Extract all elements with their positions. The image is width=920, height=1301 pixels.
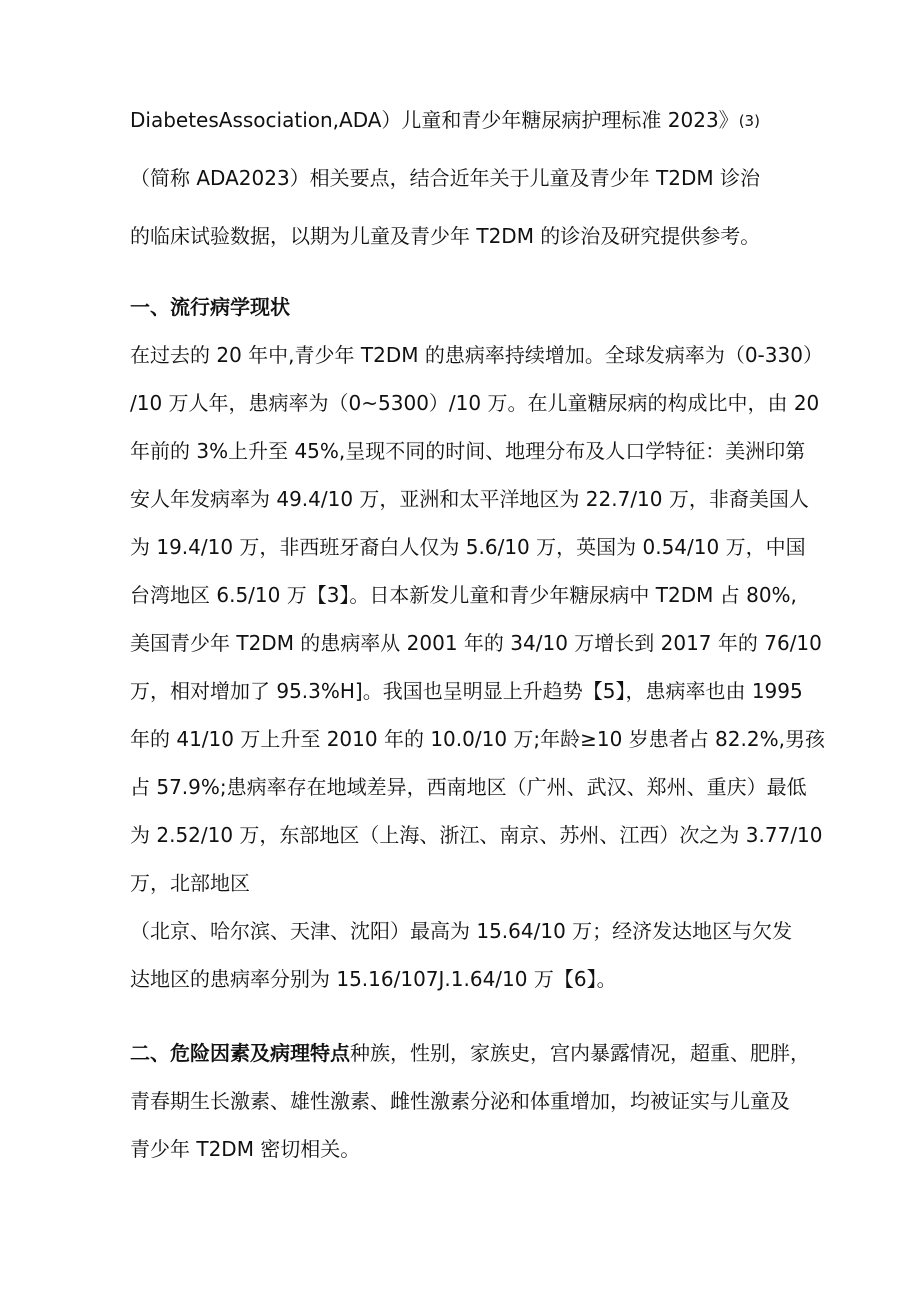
section-1-line: 台湾地区 6.5/10 万【3】。日本新发儿童和青少年糖尿病中 T2DM 占 80%, xyxy=(130,583,797,607)
section-2-line-1 xyxy=(130,1039,810,1067)
intro-line-1-text: DiabetesAssociation,ADA）儿童和青少年糖尿病护理标准 2023》 xyxy=(130,108,739,132)
intro-line-3: 的临床试验数据，以期为儿童及青少年 T2DM 的诊治及研究提供参考。 xyxy=(130,224,761,248)
section-2-line-3: 青少年 T2DM 密切相关。 xyxy=(130,1137,361,1161)
section-1-line: 年前的 3%上升至 45%,呈现不同的时间、地理分布及人口学特征：美洲印第 xyxy=(130,439,806,463)
section-1-line: 为 2.52/10 万，东部地区（上海、浙江、南京、苏州、江西）次之为 3.77/10 xyxy=(130,823,823,847)
section-1-line: 万，相对增加了 95.3%H]。我国也呈明显上升趋势【5】，患病率也由 1995 xyxy=(130,679,803,703)
intro-line-2: （简称 ADA2023）相关要点，结合近年关于儿童及青少年 T2DM 诊治 xyxy=(130,166,760,190)
intro-line-1 xyxy=(130,106,760,135)
section-2-line-2: 青春期生长激素、雄性激素、雌性激素分泌和体重增加，均被证实与儿童及 xyxy=(130,1089,790,1113)
section-1-line: 在过去的 20 年中,青少年 T2DM 的患病率持续增加。全球发病率为（0-330） xyxy=(130,343,823,367)
section-1-line: 安人年发病率为 49.4/10 万，亚洲和太平洋地区为 22.7/10 万，非裔美国人 xyxy=(130,487,809,511)
section-2-line-1-text: 种族，性别，家族史，宫内暴露情况，超重、肥胖， xyxy=(350,1041,810,1065)
section-1-line: 占 57.9%;患病率存在地域差异，西南地区（广州、武汉、郑州、重庆）最低 xyxy=(130,775,807,799)
section-2-heading: 二、危险因素及病理特点 xyxy=(130,1041,350,1065)
section-1-line: 美国青少年 T2DM 的患病率从 2001 年的 34/10 万增长到 2017 年的 76/10 xyxy=(130,631,822,655)
section-1-line: 年的 41/10 万上升至 2010 年的 10.0/10 万;年龄≥10 岁患者占 82.2%,男孩 xyxy=(130,727,825,751)
section-1-line: 达地区的患病率分别为 15.16/107J.1.64/10 万【6】。 xyxy=(130,967,617,991)
citation-marker: (3) xyxy=(738,112,760,130)
section-1-line: 万，北部地区 xyxy=(130,871,250,895)
section-1-line: /10 万人年，患病率为（0~5300）/10 万。在儿童糖尿病的构成比中，由 20 xyxy=(130,391,820,415)
section-1-line: （北京、哈尔滨、天津、沈阳）最高为 15.64/10 万；经济发达地区与欠发 xyxy=(130,919,793,943)
section-1-heading: 一、流行病学现状 xyxy=(130,295,290,319)
section-1-line: 为 19.4/10 万，非西班牙裔白人仅为 5.6/10 万，英国为 0.54/10 万，中国 xyxy=(130,535,806,559)
